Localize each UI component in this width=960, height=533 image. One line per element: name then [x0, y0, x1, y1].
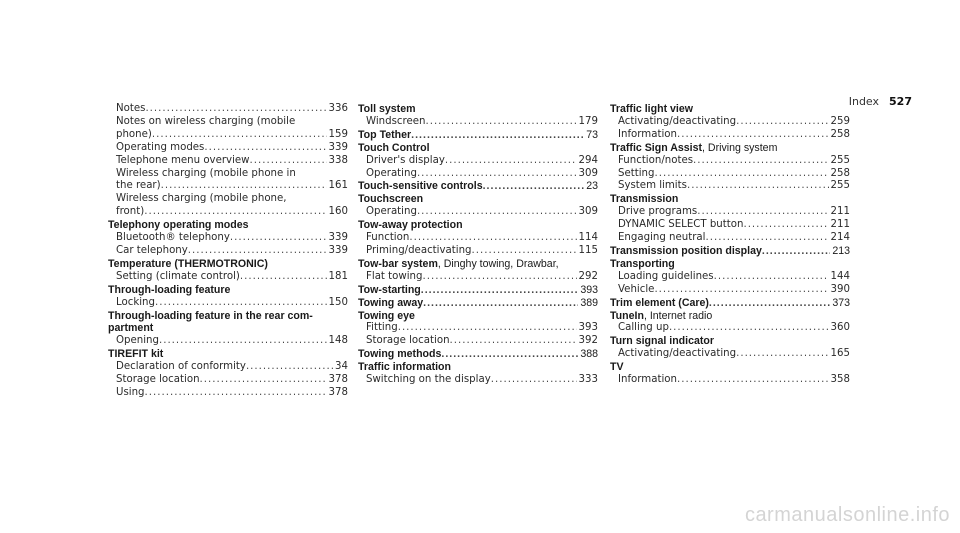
page-reference: 115 [578, 244, 598, 256]
index-subentry-label: Activating/deactivating [618, 348, 737, 360]
index-heading [610, 103, 850, 116]
dot-leader [743, 219, 828, 232]
index-subentry-label: Notes on wireless charging (mobile [116, 115, 296, 127]
index-subentry [618, 271, 850, 284]
index-subentry [618, 180, 850, 193]
page-reference: 389 [580, 296, 598, 309]
index-heading [358, 219, 598, 232]
dot-leader [736, 348, 828, 361]
page-reference: 339 [328, 141, 348, 153]
index-subentry [116, 361, 348, 374]
index-heading-label: Tow-away protection [358, 219, 463, 232]
page-reference: 259 [830, 115, 850, 127]
dot-leader [677, 129, 829, 142]
index-subentry-label: DYNAMIC SELECT button [618, 219, 744, 231]
index-subentry-label: Fitting [366, 322, 398, 334]
index-subentry-label: Function [366, 232, 410, 244]
index-heading-label: Touch-sensitive controls [358, 180, 483, 193]
index-subentry-label: Locking [116, 296, 155, 308]
index-heading-qualifier: , Internet radio [643, 309, 713, 322]
page-reference: 373 [832, 296, 850, 309]
index-subentry-label: Operating [366, 206, 417, 218]
index-subentry [618, 374, 850, 387]
page-reference: 392 [578, 335, 598, 347]
index-heading [108, 258, 348, 271]
index-subentry [116, 206, 348, 219]
index-subentry [366, 374, 598, 387]
index-subentry-label: Information [618, 128, 677, 140]
page-reference: 211 [830, 219, 850, 231]
dot-leader [483, 180, 585, 193]
index-heading [610, 297, 850, 310]
dot-leader [654, 284, 828, 297]
page-reference: 336 [328, 103, 348, 114]
index-heading [358, 129, 598, 142]
page-reference: 258 [830, 167, 850, 179]
index-heading [108, 310, 348, 323]
index-column-3 [610, 103, 850, 387]
index-subentry [366, 116, 598, 129]
index-subentry [366, 206, 598, 219]
index-subentry [618, 219, 850, 232]
index-heading-label: Trim element (Care) [610, 296, 709, 309]
page-reference: 150 [328, 296, 348, 308]
index-heading [358, 180, 598, 193]
page-reference: 339 [328, 244, 348, 256]
dot-leader [706, 232, 829, 245]
index-subentry-label: Bluetooth® telephony [116, 232, 230, 244]
page-reference: 393 [580, 283, 598, 296]
index-subentry-label: System limits [618, 180, 687, 192]
page-reference: 34 [335, 361, 348, 373]
dot-leader [693, 155, 829, 168]
index-heading-label: Touch Control [358, 141, 430, 154]
index-subentry [116, 155, 348, 168]
index-subentry-line [116, 168, 348, 181]
index-heading-label: Tow-starting [358, 283, 421, 296]
page-reference: 214 [830, 232, 850, 244]
index-subentry [116, 245, 348, 258]
index-heading-qualifier: , Dinghy towing, Drawbar, [437, 257, 559, 270]
index-subentry-line [116, 193, 348, 206]
index-subentry [116, 374, 348, 387]
index-subentry [116, 180, 348, 193]
dot-leader [204, 142, 326, 155]
index-subentry-label: Calling up [618, 322, 669, 334]
index-subentry [366, 168, 598, 181]
dot-leader [250, 155, 327, 168]
dot-leader [491, 374, 577, 387]
index-heading [610, 193, 850, 206]
index-subentry-label: Telephone menu overview [116, 154, 250, 166]
index-subentry-label: phone) [116, 128, 152, 140]
index-heading-label: Towing away [358, 296, 424, 309]
page-reference: 378 [328, 374, 348, 386]
dot-leader [687, 180, 829, 193]
index-heading [358, 258, 598, 271]
index-subentry-label: front) [116, 206, 145, 218]
index-heading-label: Top Tether [358, 128, 412, 141]
index-subentry [366, 245, 598, 258]
index-subentry [366, 232, 598, 245]
index-subentry-label: Operating [366, 167, 417, 179]
index-heading [108, 284, 348, 297]
dot-leader [200, 374, 327, 387]
dot-leader [159, 335, 327, 348]
dot-leader [188, 245, 327, 258]
dot-leader [230, 232, 327, 245]
index-subentry-label: Wireless charging (mobile phone, [116, 193, 287, 205]
page-reference: 378 [328, 386, 348, 398]
dot-leader [398, 322, 577, 335]
index-heading [108, 348, 348, 361]
index-heading-label: partment [108, 322, 154, 335]
dot-leader [677, 374, 829, 387]
index-subentry-label: Wireless charging (mobile phone in [116, 167, 296, 179]
index-heading-label: Tow-bar system [358, 257, 438, 270]
page-reference: 292 [578, 270, 598, 282]
index-heading-label: Through-loading feature [108, 283, 231, 296]
index-subentry-label: Setting (climate control) [116, 270, 240, 282]
index-subentry-label: Priming/deactivating [366, 244, 472, 256]
index-subentry-label: Switching on the display [366, 374, 491, 386]
dot-leader [240, 271, 327, 284]
index-subentry-label: Flat towing [366, 270, 423, 282]
index-heading-label: Telephony operating modes [108, 219, 249, 232]
index-heading [358, 310, 598, 323]
index-subentry [618, 284, 850, 297]
index-heading-qualifier: , Driving system [702, 141, 778, 154]
index-heading [358, 193, 598, 206]
index-heading [610, 142, 850, 155]
index-subentry-label: Driver's display [366, 154, 445, 166]
dot-leader [425, 116, 576, 129]
index-subentry [618, 348, 850, 361]
index-subentry [116, 335, 348, 348]
page-number: 527 [889, 95, 912, 108]
dot-leader [417, 168, 577, 181]
page-reference: 181 [328, 270, 348, 282]
index-subentry-label: Loading guidelines [618, 270, 714, 282]
index-subentry [116, 387, 348, 400]
index-heading-label: TV [610, 361, 624, 374]
index-heading [610, 245, 850, 258]
page-reference: 390 [830, 283, 850, 295]
index-heading [358, 284, 598, 297]
page-header [849, 95, 912, 108]
index-heading-label: Traffic Sign Assist [610, 141, 703, 154]
dot-leader [421, 284, 579, 297]
dot-leader [161, 180, 327, 193]
dot-leader [472, 245, 577, 258]
dot-leader [441, 348, 578, 361]
index-subentry [618, 168, 850, 181]
dot-leader [709, 297, 830, 310]
index-subentry-label: Function/notes [618, 154, 694, 166]
index-subentry [116, 142, 348, 155]
page-reference: 333 [578, 374, 598, 386]
index-heading-label: Towing methods [358, 348, 442, 361]
dot-leader [445, 155, 577, 168]
dot-leader [669, 322, 829, 335]
index-subentry [116, 297, 348, 310]
index-subentry [618, 322, 850, 335]
index-heading-label: Transmission [610, 193, 679, 206]
index-heading-label: Turn signal indicator [610, 335, 714, 348]
index-heading-label: Through-loading feature in the rear com- [108, 309, 313, 322]
page-reference: 73 [586, 128, 598, 141]
index-subentry-label: Opening [116, 335, 159, 347]
index-subentry [116, 129, 348, 142]
index-heading-label: Temperature (THERMOTRONIC) [108, 257, 268, 270]
page-reference: 338 [328, 154, 348, 166]
dot-leader [423, 297, 578, 310]
index-subentry-label: Notes [116, 103, 146, 114]
dot-leader [411, 129, 584, 142]
index-heading [358, 348, 598, 361]
dot-leader [417, 206, 577, 219]
page-reference: 211 [830, 206, 850, 218]
index-subentry [366, 335, 598, 348]
index-column-1 [108, 103, 348, 400]
index-heading-label: Toll system [358, 103, 416, 115]
index-subentry [116, 271, 348, 284]
index-heading [610, 361, 850, 374]
dot-leader [246, 361, 333, 374]
dot-leader [762, 245, 830, 258]
page-reference: 360 [830, 322, 850, 334]
index-heading [358, 361, 598, 374]
index-heading-label: Touchscreen [358, 193, 424, 206]
page-reference: 161 [328, 180, 348, 192]
index-subentry-label: Information [618, 374, 677, 386]
index-column-2 [358, 103, 598, 387]
index-subentry [116, 232, 348, 245]
page-reference: 23 [586, 180, 598, 193]
index-heading [358, 103, 598, 116]
index-heading-label: Towing eye [358, 309, 415, 322]
index-subentry-label: Drive programs [618, 206, 698, 218]
index-heading [108, 322, 348, 335]
index-subentry [618, 206, 850, 219]
index-subentry [116, 103, 348, 116]
index-heading [358, 142, 598, 155]
index-subentry-label: Storage location [366, 335, 450, 347]
page-reference: 309 [578, 167, 598, 179]
page-reference: 148 [328, 335, 348, 347]
index-subentry [618, 232, 850, 245]
dot-leader [145, 387, 327, 400]
index-heading [108, 219, 348, 232]
dot-leader [145, 103, 326, 116]
dot-leader [736, 116, 828, 129]
page-reference: 393 [578, 322, 598, 334]
index-heading [610, 335, 850, 348]
dot-leader [450, 335, 577, 348]
page-reference: 213 [832, 244, 850, 257]
page-reference: 258 [830, 128, 850, 140]
index-subentry [366, 155, 598, 168]
index-subentry [366, 271, 598, 284]
index-subentry-label: Windscreen [366, 115, 426, 127]
page-reference: 165 [830, 348, 850, 360]
index-subentry-label: Using [116, 386, 145, 398]
page-reference: 309 [578, 206, 598, 218]
index-subentry-line [116, 116, 348, 129]
page-reference: 294 [578, 154, 598, 166]
index-subentry-label: the rear) [116, 180, 161, 192]
index-heading [610, 258, 850, 271]
index-subentry-label: Activating/deactivating [618, 115, 737, 127]
index-subentry-label: Engaging neutral [618, 232, 706, 244]
watermark-text: carmanualsonline.info [744, 504, 950, 526]
dot-leader [422, 271, 576, 284]
index-subentry-label: Declaration of conformity [116, 361, 246, 373]
page-reference: 255 [830, 154, 850, 166]
page-reference: 339 [328, 232, 348, 244]
index-heading-label: TIREFIT kit [108, 348, 164, 361]
page-reference: 144 [830, 270, 850, 282]
index-subentry-label: Vehicle [618, 283, 655, 295]
index-subentry [618, 129, 850, 142]
page-reference: 114 [578, 232, 598, 244]
dot-leader [697, 206, 828, 219]
dot-leader [714, 271, 829, 284]
index-heading-label: Transmission position display [610, 244, 762, 257]
page-reference: 358 [830, 374, 850, 386]
dot-leader [409, 232, 576, 245]
dot-leader [654, 168, 828, 181]
index-heading [358, 297, 598, 310]
index-subentry [618, 116, 850, 129]
page-reference: 159 [328, 128, 348, 140]
dot-leader [155, 297, 327, 310]
page-reference: 388 [580, 348, 598, 361]
index-heading-label: Traffic information [358, 361, 451, 374]
page-reference: 160 [328, 206, 348, 218]
index-heading-label: Traffic light view [610, 103, 694, 115]
index-subentry-label: Setting [618, 167, 655, 179]
index-subentry-label: Storage location [116, 374, 200, 386]
dot-leader [152, 129, 327, 142]
index-heading-label: TuneIn [610, 309, 644, 322]
index-subentry [366, 322, 598, 335]
index-subentry-label: Car telephony [116, 244, 188, 256]
index-heading [610, 310, 850, 323]
index-heading-label: Transporting [610, 257, 675, 270]
index-subentry-label: Operating modes [116, 141, 205, 153]
index-subentry [618, 155, 850, 168]
page-reference: 255 [830, 180, 850, 192]
dot-leader [144, 206, 326, 219]
page-reference: 179 [578, 115, 598, 127]
section-label: Index [848, 95, 880, 108]
